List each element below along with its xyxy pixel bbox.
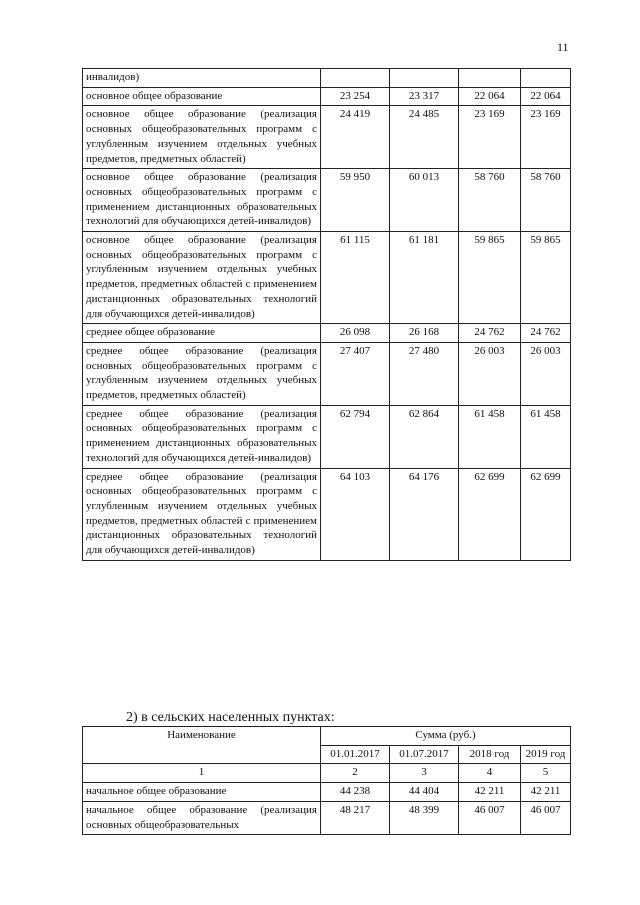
value-cell: 26 003	[521, 342, 571, 405]
value-cell: 23 169	[459, 106, 521, 169]
table-row	[83, 342, 571, 405]
value-cell	[321, 69, 390, 88]
value-cell: 48 399	[390, 801, 459, 834]
table-row	[83, 232, 571, 324]
value-cell: 26 168	[390, 324, 459, 343]
cost-table-urban	[82, 68, 571, 561]
value-cell: 58 760	[459, 169, 521, 232]
value-cell: 26 098	[321, 324, 390, 343]
value-cell: 62 699	[521, 468, 571, 560]
column-number-row	[83, 764, 571, 783]
value-cell: 22 064	[521, 87, 571, 106]
page-number: 11	[557, 40, 569, 54]
value-cell: 62 699	[459, 468, 521, 560]
value-cell: 44 238	[321, 783, 390, 802]
value-cell	[459, 69, 521, 88]
table-header-row	[83, 727, 571, 746]
value-cell: 61 115	[321, 232, 390, 324]
header-col-cell: 01.07.2017	[390, 745, 459, 764]
column-number-cell: 5	[521, 764, 571, 783]
value-cell: 23 254	[321, 87, 390, 106]
row-name-cell: основное общее образование (реализация основных общеобразовательных программ с углубленным изучением отдельных учебных предметов, предметных областей с применением дистанционных образовательных технологий для обучающихся детей-инвалидов)	[83, 232, 321, 324]
row-name-cell: основное общее образование (реализация основных общеобразовательных программ с углубленным изучением отдельных учебных предметов, предметных областей)	[83, 106, 321, 169]
header-col-cell: 2018 год	[459, 745, 521, 764]
value-cell: 26 003	[459, 342, 521, 405]
table-row	[83, 87, 571, 106]
row-name-cell: начальное общее образование (реализация основных общеобразовательных	[83, 801, 321, 834]
table-row	[83, 783, 571, 802]
value-cell	[390, 69, 459, 88]
value-cell: 42 211	[521, 783, 571, 802]
value-cell: 22 064	[459, 87, 521, 106]
table-row	[83, 106, 571, 169]
value-cell: 24 762	[459, 324, 521, 343]
column-number-cell: 2	[321, 764, 390, 783]
value-cell: 27 480	[390, 342, 459, 405]
row-name-cell: основное общее образование (реализация основных общеобразовательных программ с применением дистанционных образовательных технологий для обучающихся детей-инвалидов)	[83, 169, 321, 232]
value-cell: 24 762	[521, 324, 571, 343]
value-cell: 61 458	[459, 405, 521, 468]
value-cell: 64 103	[321, 468, 390, 560]
row-name-cell: основное общее образование	[83, 87, 321, 106]
value-cell: 23 317	[390, 87, 459, 106]
value-cell: 61 458	[521, 405, 571, 468]
value-cell: 23 169	[521, 106, 571, 169]
row-name-cell: среднее общее образование (реализация основных общеобразовательных программ с углубленным изучением отдельных учебных предметов, предметных областей)	[83, 342, 321, 405]
row-name-cell: начальное общее образование	[83, 783, 321, 802]
table-row	[83, 405, 571, 468]
header-col-cell: 01.01.2017	[321, 745, 390, 764]
value-cell: 62 794	[321, 405, 390, 468]
value-cell: 59 865	[521, 232, 571, 324]
value-cell: 58 760	[521, 169, 571, 232]
value-cell: 27 407	[321, 342, 390, 405]
value-cell	[521, 69, 571, 88]
cost-table-rural	[82, 726, 571, 835]
column-number-cell: 1	[83, 764, 321, 783]
value-cell: 59 950	[321, 169, 390, 232]
value-cell: 59 865	[459, 232, 521, 324]
table-row	[83, 468, 571, 560]
value-cell: 48 217	[321, 801, 390, 834]
value-cell: 60 013	[390, 169, 459, 232]
value-cell: 24 419	[321, 106, 390, 169]
table-row	[83, 324, 571, 343]
value-cell: 46 007	[459, 801, 521, 834]
row-name-cell: среднее общее образование	[83, 324, 321, 343]
column-number-cell: 3	[390, 764, 459, 783]
table-row	[83, 169, 571, 232]
value-cell: 44 404	[390, 783, 459, 802]
value-cell: 42 211	[459, 783, 521, 802]
row-name-cell: среднее общее образование (реализация основных общеобразовательных программ с применением дистанционных образовательных технологий для обучающихся детей-инвалидов)	[83, 405, 321, 468]
value-cell: 62 864	[390, 405, 459, 468]
header-col-cell: 2019 год	[521, 745, 571, 764]
value-cell: 46 007	[521, 801, 571, 834]
table-row	[83, 69, 571, 88]
column-number-cell: 4	[459, 764, 521, 783]
value-cell: 24 485	[390, 106, 459, 169]
row-name-cell: среднее общее образование (реализация основных общеобразовательных программ с углубленным изучением отдельных учебных предметов, предметных областей с применением дистанционных образовательных технологий для обучающихся детей-инвалидов)	[83, 468, 321, 560]
row-name-cell: инвалидов)	[83, 69, 321, 88]
section-title: 2) в сельских населенных пунктах:	[126, 710, 335, 725]
value-cell: 61 181	[390, 232, 459, 324]
header-name-cell: Наименование	[83, 727, 321, 764]
header-sum-cell: Сумма (руб.)	[321, 727, 571, 746]
table-row	[83, 801, 571, 834]
value-cell: 64 176	[390, 468, 459, 560]
